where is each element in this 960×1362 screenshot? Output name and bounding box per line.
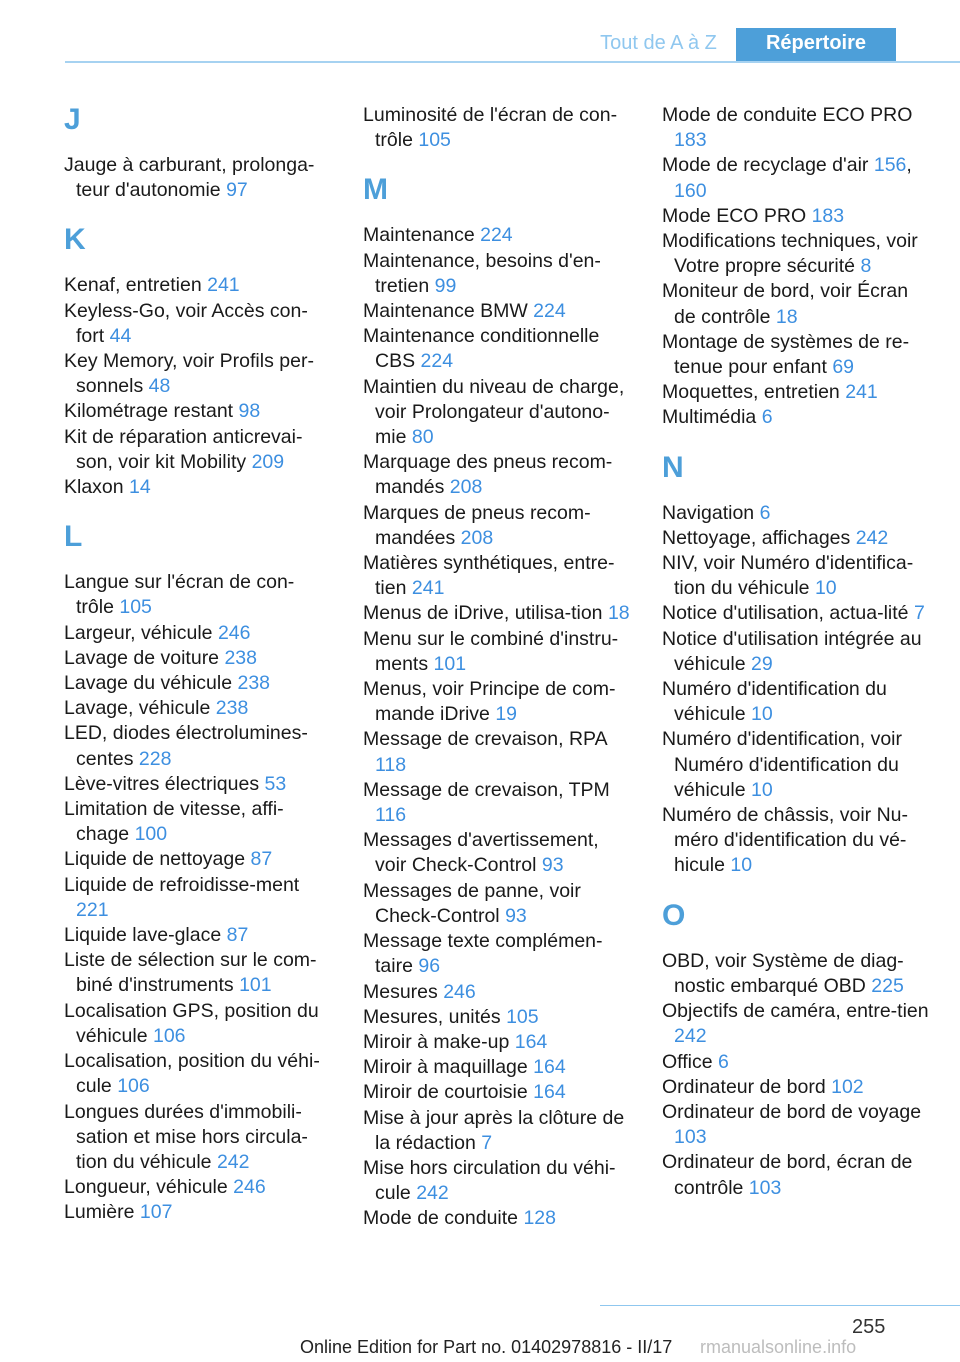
index-entry	[662, 999, 930, 1049]
index-entry: Mode de recyclage d'air 156, 160	[662, 154, 912, 202]
entry-text: Maintenance conditionnelle CBS	[363, 325, 600, 373]
page-link[interactable]: 224	[420, 350, 454, 373]
page-link[interactable]: 238	[224, 646, 257, 669]
index-entry	[662, 1150, 930, 1200]
page-link[interactable]: 19	[495, 703, 518, 726]
index-entry	[363, 299, 631, 324]
letter-spacer	[363, 153, 631, 173]
index-entry	[662, 601, 930, 626]
page-link[interactable]: 105	[119, 596, 152, 619]
index-entry	[363, 929, 631, 979]
index-entry	[662, 1075, 930, 1100]
entry-text: Menus, voir Principe de com-mande iDrive	[363, 678, 616, 726]
index-entry	[64, 999, 332, 1049]
entry-text: Liquide lave-glace	[64, 924, 222, 947]
watermark: rmanualsonline.info	[700, 1337, 857, 1357]
page-link[interactable]: 106	[117, 1075, 150, 1098]
entry-text: Kilométrage restant	[64, 400, 234, 423]
index-entry	[64, 671, 332, 696]
index-entry	[64, 1175, 332, 1200]
entry-text: Mesures	[363, 980, 438, 1003]
letter-spacer	[64, 500, 332, 520]
index-entry	[64, 153, 332, 203]
page-link[interactable]: 164	[533, 1056, 566, 1079]
page-link[interactable]: 106	[152, 1024, 186, 1047]
index-entry	[64, 621, 332, 646]
page-link[interactable]: 14	[129, 476, 151, 499]
page-link[interactable]: 100	[134, 823, 168, 846]
entry-text: Keyless-Go, voir Accès con-fort	[64, 299, 308, 347]
index-entry	[64, 273, 332, 298]
index-entry	[64, 299, 332, 349]
entry-text: Menus de iDrive, utilisa-tion	[363, 602, 603, 625]
index-entry	[662, 103, 930, 153]
page-link[interactable]: 208	[460, 526, 494, 549]
index-entry	[363, 223, 631, 248]
entry-text: Objectifs de caméra, entre-tien	[662, 1000, 929, 1023]
index-entry	[662, 1100, 930, 1150]
index-entry	[64, 646, 332, 671]
page-link[interactable]: 160	[674, 179, 707, 202]
index-entry	[64, 873, 332, 923]
page-link[interactable]: 99	[434, 274, 457, 297]
index-entry	[662, 551, 930, 601]
index-entry	[64, 721, 332, 771]
entry-text: Matières synthétiques, entre-tien	[363, 552, 615, 600]
entry-text: Moquettes, entretien	[662, 381, 840, 404]
chapter-tab: Répertoire	[736, 28, 896, 61]
page-link[interactable]: 246	[233, 1176, 266, 1199]
index-entry	[64, 399, 332, 424]
entry-text: OBD, voir Système de diag-nostic embarqué OBD	[662, 949, 904, 997]
entry-text: Mise à jour après la clôture de la rédaction	[363, 1106, 625, 1154]
entry-text: Office	[662, 1050, 713, 1073]
page-link[interactable]: 183	[811, 204, 845, 227]
letter-heading: M	[363, 173, 388, 207]
letter-heading: J	[64, 103, 81, 136]
index-entry	[64, 772, 332, 797]
index-entry	[662, 204, 930, 229]
index-entry	[662, 803, 930, 879]
entry-text: Moniteur de bord, voir Écran de contrôle	[662, 280, 909, 328]
index-entry	[363, 103, 631, 153]
entry-text: Lavage du véhicule	[64, 672, 233, 695]
entry-text: Numéro d'identification, voir Numéro d'identification du véhicule	[662, 728, 902, 801]
index-entry	[64, 349, 332, 399]
page-link[interactable]: 208	[449, 476, 483, 499]
entry-text: Lumière	[64, 1201, 135, 1224]
page-link[interactable]: 224	[533, 300, 566, 323]
entry-text: Maintenance BMW	[363, 300, 528, 323]
entry-text: Marques de pneus recom-mandées	[363, 501, 591, 549]
entry-text: Liquide de nettoyage	[64, 848, 246, 871]
page-link[interactable]: 238	[237, 672, 271, 695]
entry-text: Messages de panne, voir Check-Control	[363, 879, 581, 927]
page-link[interactable]: 228	[138, 747, 172, 770]
index-entry	[662, 1050, 930, 1075]
page-link[interactable]: 6	[759, 501, 771, 524]
letter-heading: K	[64, 223, 86, 257]
page-link[interactable]: 105	[418, 129, 451, 152]
index-entry	[662, 405, 930, 430]
entry-text: Key Memory, voir Profils per-sonnels	[64, 350, 314, 398]
page-link[interactable]: 107	[139, 1201, 173, 1224]
page-link[interactable]: 10	[750, 703, 773, 726]
entry-text: Largeur, véhicule	[64, 621, 213, 644]
page-link[interactable]: 164	[533, 1081, 566, 1104]
page-link[interactable]: 156	[873, 154, 907, 177]
page-link[interactable]: 101	[239, 974, 272, 997]
page-link[interactable]: 98	[238, 400, 261, 423]
index-entry	[363, 627, 631, 677]
entry-text: Lève-vitres électriques	[64, 772, 260, 795]
entry-text: Liquide de refroidisse-ment	[64, 873, 300, 896]
page-link[interactable]: 238	[215, 697, 249, 720]
entry-text: LED, diodes électrolumines-centes	[64, 722, 308, 770]
index-entry	[363, 551, 631, 601]
entry-text: Mesures, unités	[363, 1005, 501, 1028]
entry-text: Modifications techniques, voir Votre propre sécurité	[662, 230, 918, 278]
page-link[interactable]: 48	[148, 375, 171, 398]
entry-text: Montage de systèmes de re-tenue pour enfant	[662, 330, 910, 379]
index-entry	[363, 501, 631, 551]
entry-text: Message de crevaison, RPA	[363, 728, 607, 751]
entry-text: Kenaf, entretien	[64, 274, 202, 297]
index-entry	[64, 425, 332, 475]
entry-text: Numéro de châssis, voir Nu-méro d'identification du vé-hicule	[662, 804, 908, 877]
entry-text: Maintien du niveau de charge, voir Prolongateur d'autono-mie	[363, 375, 625, 449]
entry-text: Mode de conduite	[363, 1207, 519, 1230]
header-rule	[65, 61, 960, 63]
index-entry	[662, 526, 930, 551]
page-link[interactable]: 93	[541, 854, 564, 877]
page-link[interactable]: 183	[674, 129, 707, 152]
page-link[interactable]: 105	[506, 1005, 539, 1028]
index-entry	[64, 696, 332, 721]
letter-spacer	[662, 879, 930, 899]
index-entry	[363, 879, 631, 929]
entry-text: Klaxon	[64, 476, 124, 499]
index-entry	[662, 677, 930, 727]
page-link[interactable]: 221	[76, 898, 109, 921]
entry-text: Lavage, véhicule	[64, 697, 211, 720]
index-entry	[64, 847, 332, 872]
page-link[interactable]: 246	[443, 980, 476, 1003]
page-link[interactable]: 241	[411, 577, 445, 600]
entry-text: Miroir de courtoisie	[363, 1081, 528, 1104]
index-entry	[662, 949, 930, 999]
entry-text: Longueur, véhicule	[64, 1176, 228, 1199]
page-link[interactable]: 18	[775, 305, 798, 328]
page-link[interactable]: 103	[674, 1126, 707, 1149]
entry-text: Ordinateur de bord, écran de contrôle	[662, 1151, 913, 1199]
page-link[interactable]: 18	[607, 602, 630, 625]
index-entry	[363, 249, 631, 299]
page-link[interactable]: 10	[750, 778, 773, 801]
index-column-1	[64, 103, 332, 1226]
page-link[interactable]: 116	[375, 804, 407, 827]
page-link[interactable]: 87	[250, 848, 273, 871]
index-entry	[64, 1049, 332, 1099]
index-entry	[662, 380, 930, 405]
page-link[interactable]: 242	[416, 1182, 449, 1205]
entry-text: Luminosité de l'écran de con-trôle	[363, 104, 618, 152]
page-link[interactable]: 6	[718, 1050, 729, 1073]
index-entry	[662, 627, 930, 677]
section-title: Tout de A à Z	[600, 32, 717, 54]
index-entry	[64, 475, 332, 500]
page-link[interactable]: 96	[418, 955, 441, 978]
page-link[interactable]: 7	[913, 602, 925, 625]
index-entry	[64, 1100, 332, 1176]
index-entry	[363, 1206, 631, 1231]
index-entry	[363, 727, 631, 777]
page-link[interactable]: 241	[207, 274, 240, 297]
index-column-2	[363, 103, 631, 1232]
index-entry	[64, 797, 332, 847]
index-entry	[363, 601, 631, 626]
index-entry	[363, 1055, 631, 1080]
page-link[interactable]: 209	[251, 450, 285, 473]
index-entry	[363, 828, 631, 878]
letter-heading: L	[64, 520, 83, 554]
entry-text: Kit de réparation anticrevai-son, voir kit Mobility	[64, 425, 303, 473]
entry-text: Marquage des pneus recom-mandés	[363, 451, 613, 499]
index-entry	[363, 677, 631, 727]
letter-heading: N	[662, 450, 684, 484]
entry-text: Maintenance	[363, 224, 475, 247]
page-link[interactable]: 8	[860, 255, 872, 278]
entry-text: Miroir à make-up	[363, 1030, 510, 1053]
page-link[interactable]: 224	[480, 224, 513, 247]
page-link[interactable]: 87	[226, 924, 249, 947]
page-number: 255	[852, 1316, 886, 1338]
index-entry	[363, 1005, 631, 1030]
page-link[interactable]: 93	[505, 904, 527, 927]
index-entry	[64, 1200, 332, 1225]
index-entry	[363, 1156, 631, 1206]
page-link[interactable]: 44	[109, 324, 132, 347]
page-link[interactable]: 10	[814, 577, 837, 600]
entry-text: Miroir à maquillage	[363, 1056, 528, 1079]
page-link[interactable]: 242	[855, 526, 889, 549]
entry-text: Messages d'avertissement, voir Check-Control	[363, 829, 599, 877]
index-entry	[662, 727, 930, 803]
page-link[interactable]: 7	[481, 1131, 493, 1154]
page-link[interactable]: 241	[845, 381, 878, 404]
footer-rule	[600, 1305, 960, 1306]
page-link[interactable]: 6	[761, 406, 773, 429]
page-link[interactable]: 97	[226, 179, 248, 202]
entry-text: Mode de recyclage d'air	[662, 154, 869, 177]
entry-text: Longues durées d'immobili-sation et mise hors circula-tion du véhicule	[64, 1100, 308, 1173]
index-entry	[64, 570, 332, 620]
index-entry	[363, 1106, 631, 1156]
index-entry	[363, 450, 631, 500]
entry-text: Mise hors circulation du véhi-cule	[363, 1156, 616, 1205]
entry-text: Limitation de vitesse, affi-chage	[64, 798, 284, 846]
page-link[interactable]: 164	[514, 1030, 548, 1053]
letter-spacer	[662, 431, 930, 451]
page-link[interactable]: 118	[375, 753, 407, 776]
page-link[interactable]: 29	[750, 652, 773, 675]
page-link[interactable]: 242	[674, 1025, 707, 1048]
page-link[interactable]: 242	[216, 1150, 250, 1173]
entry-text: Menu sur le combiné d'instru-ments	[363, 627, 619, 675]
index-entry	[363, 1080, 631, 1105]
index-entry	[662, 279, 930, 329]
page-link[interactable]: 246	[217, 621, 251, 644]
entry-text: Localisation, position du véhi-cule	[64, 1050, 320, 1098]
page-link[interactable]: 101	[433, 652, 467, 675]
entry-text: Nettoyage, affichages	[662, 526, 851, 549]
index-entry	[363, 1030, 631, 1055]
entry-text: NIV, voir Numéro d'identifica-tion du véhicule	[662, 552, 914, 600]
entry-text: Message de crevaison, TPM	[363, 778, 610, 801]
entry-text: Notice d'utilisation intégrée au véhicule	[662, 627, 922, 675]
page-link[interactable]: 80	[411, 426, 434, 449]
letter-spacer	[64, 203, 332, 223]
index-entry	[662, 330, 930, 380]
entry-text: Localisation GPS, position du véhicule	[64, 999, 319, 1047]
entry-text: Ordinateur de bord de voyage	[662, 1100, 922, 1123]
index-entry	[64, 948, 332, 998]
index-entry	[363, 375, 631, 451]
index-column-3	[662, 103, 930, 1201]
page-link[interactable]: 128	[523, 1207, 556, 1230]
letter-heading: O	[662, 898, 686, 932]
entry-text: Message texte complémen-taire	[363, 930, 603, 978]
page-link[interactable]: 10	[730, 854, 753, 877]
entry-text: Maintenance, besoins d'en-tretien	[363, 249, 601, 297]
page-link[interactable]: 103	[748, 1176, 782, 1199]
page-link[interactable]: 225	[871, 974, 904, 997]
entry-text: Navigation	[662, 501, 755, 524]
entry-text: Lavage de voiture	[64, 646, 220, 669]
entry-text: Multimédia	[662, 406, 757, 429]
entry-text: Jauge à carburant, prolonga-teur d'autonomie	[64, 154, 315, 202]
index-entry	[363, 980, 631, 1005]
entry-text: Liste de sélection sur le com-biné d'instruments	[64, 949, 317, 997]
entry-text: Notice d'utilisation, actua-lité	[662, 602, 909, 625]
page-link[interactable]: 69	[832, 356, 855, 379]
entry-text: Numéro d'identification du véhicule	[662, 678, 887, 726]
index-entry	[662, 501, 930, 526]
index-entry	[363, 778, 631, 828]
entry-text: Ordinateur de bord	[662, 1075, 826, 1098]
index-entry	[64, 923, 332, 948]
page-link[interactable]: 53	[264, 772, 287, 795]
entry-text: Langue sur l'écran de con-trôle	[64, 571, 295, 619]
edition-note: Online Edition for Part no. 01402978816 - II/17	[300, 1337, 673, 1357]
page-link[interactable]: 102	[831, 1075, 864, 1098]
entry-text: Mode de conduite ECO PRO	[662, 104, 913, 126]
index-entry	[363, 324, 631, 374]
entry-text: Mode ECO PRO	[662, 204, 807, 227]
index-entry	[662, 229, 930, 279]
